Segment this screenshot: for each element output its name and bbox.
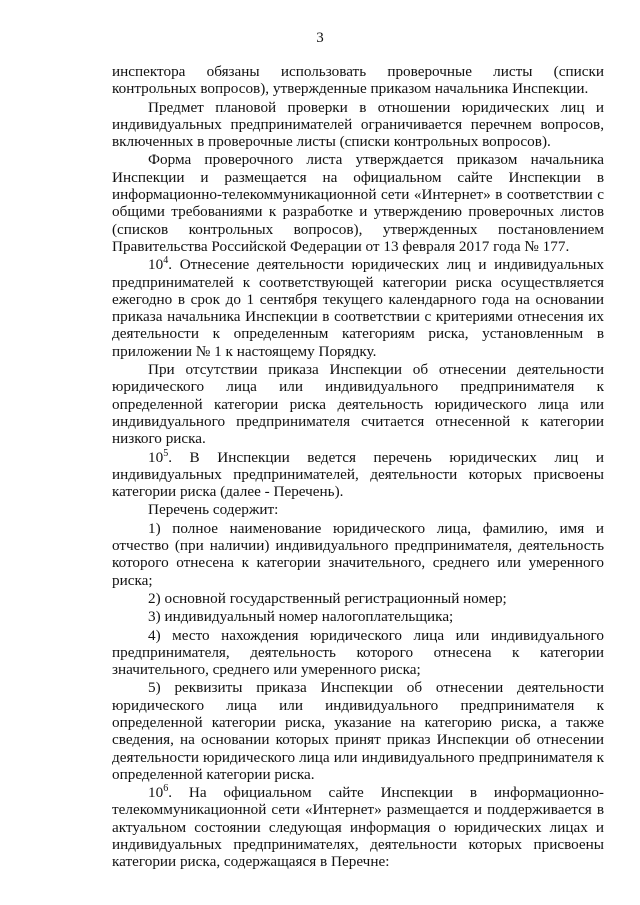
list-item-5: 5) реквизиты приказа Инспекции об отнесении деятельности юридического лица или индивидуального предпринимателя к определенной категории риска, указание на категорию риска, а также сведения, на основании которых принят приказ Инспекции об отнесении деятельности юридического лица или индивидуального предпринимателя к определенной категории риска. [112,679,604,783]
paragraph-5: При отсутствии приказа Инспекции об отнесении деятельности юридического лица или индивидуального предпринимателя к определенной категории риска деятельность юридического лица или индивидуального предпринимателя считается отнесенной к категории низкого риска. [112,361,604,448]
paragraph-10-4: $10^4$. Отнесение деятельности юридических лиц и индивидуальных предпринимателей к соответствующей категории риска осуществляется ежегодно в срок до 1 сентября текущего календарного года на основании приказа начальника Инспекции в соответствии с критериями отнесения их деятельности к определенным категориям риска, установленным в приложении № 1 к настоящему Порядку. [112,255,604,360]
clause-superscript: 4 [163,255,169,267]
clause-superscript: 6 [163,783,169,795]
paragraph-1: инспектора обязаны использовать проверочные листы (списки контрольных вопросов), утвержденные приказом начальника Инспекции. [112,63,604,98]
clause-number: 10 [148,784,164,802]
clause-superscript: 5 [163,447,169,459]
list-item-2: 2) основной государственный регистрационный номер; [148,589,507,607]
clause-number: 10 [148,448,164,466]
list-item-3: 3) индивидуальный номер налогоплательщика; [148,608,454,626]
paragraph-10-5: $10^5$. В Инспекции ведется перечень юридических лиц и индивидуальных предпринимателей, деятельности которых присвоены категории риска (далее - Перечень). [112,447,604,501]
list-item-1: 1) полное наименование юридического лица, фамилию, имя и отчество (при наличии) индивидуального предпринимателя, деятельность которого отнесена к категории значительного, среднего или умеренного риска; [112,519,604,589]
paragraph-list-intro: Перечень содержит: [148,501,279,519]
list-item-4: 4) место нахождения юридического лица или индивидуального предпринимателя, деятельность которого отнесена к категории значительного, среднего или умеренного риска; [112,626,604,679]
paragraph-10-6: $10^6$. На официальном сайте Инспекции в информационно-телекоммуникационной сети «Интернет» размещается и поддерживается в актуальном состоянии следующая информация о юридических лицах и индивидуальных предпринимателях, деятельности которых присвоены категории риска, содержащаяся в Перечне: [112,783,604,871]
paragraph-2: Предмет плановой проверки в отношении юридических лиц и индивидуальных предпринимателей ограничивается перечнем вопросов, включенных в проверочные листы (списки контрольных вопросов). [112,98,604,151]
page-number: 3 [316,30,324,46]
paragraph-3: Форма проверочного листа утверждается приказом начальника Инспекции и размещается на официальном сайте Инспекции в информационно-телекоммуникационной сети «Интернет» в соответствии с общими требованиями к разработке и утверждению проверочных листов (списков контрольных вопросов), утвержденных постановлением Правительства Российской Федерации от 13 февраля 2017 года № 177. [112,151,604,255]
clause-number: 10 [148,256,164,274]
document-body [112,63,604,871]
